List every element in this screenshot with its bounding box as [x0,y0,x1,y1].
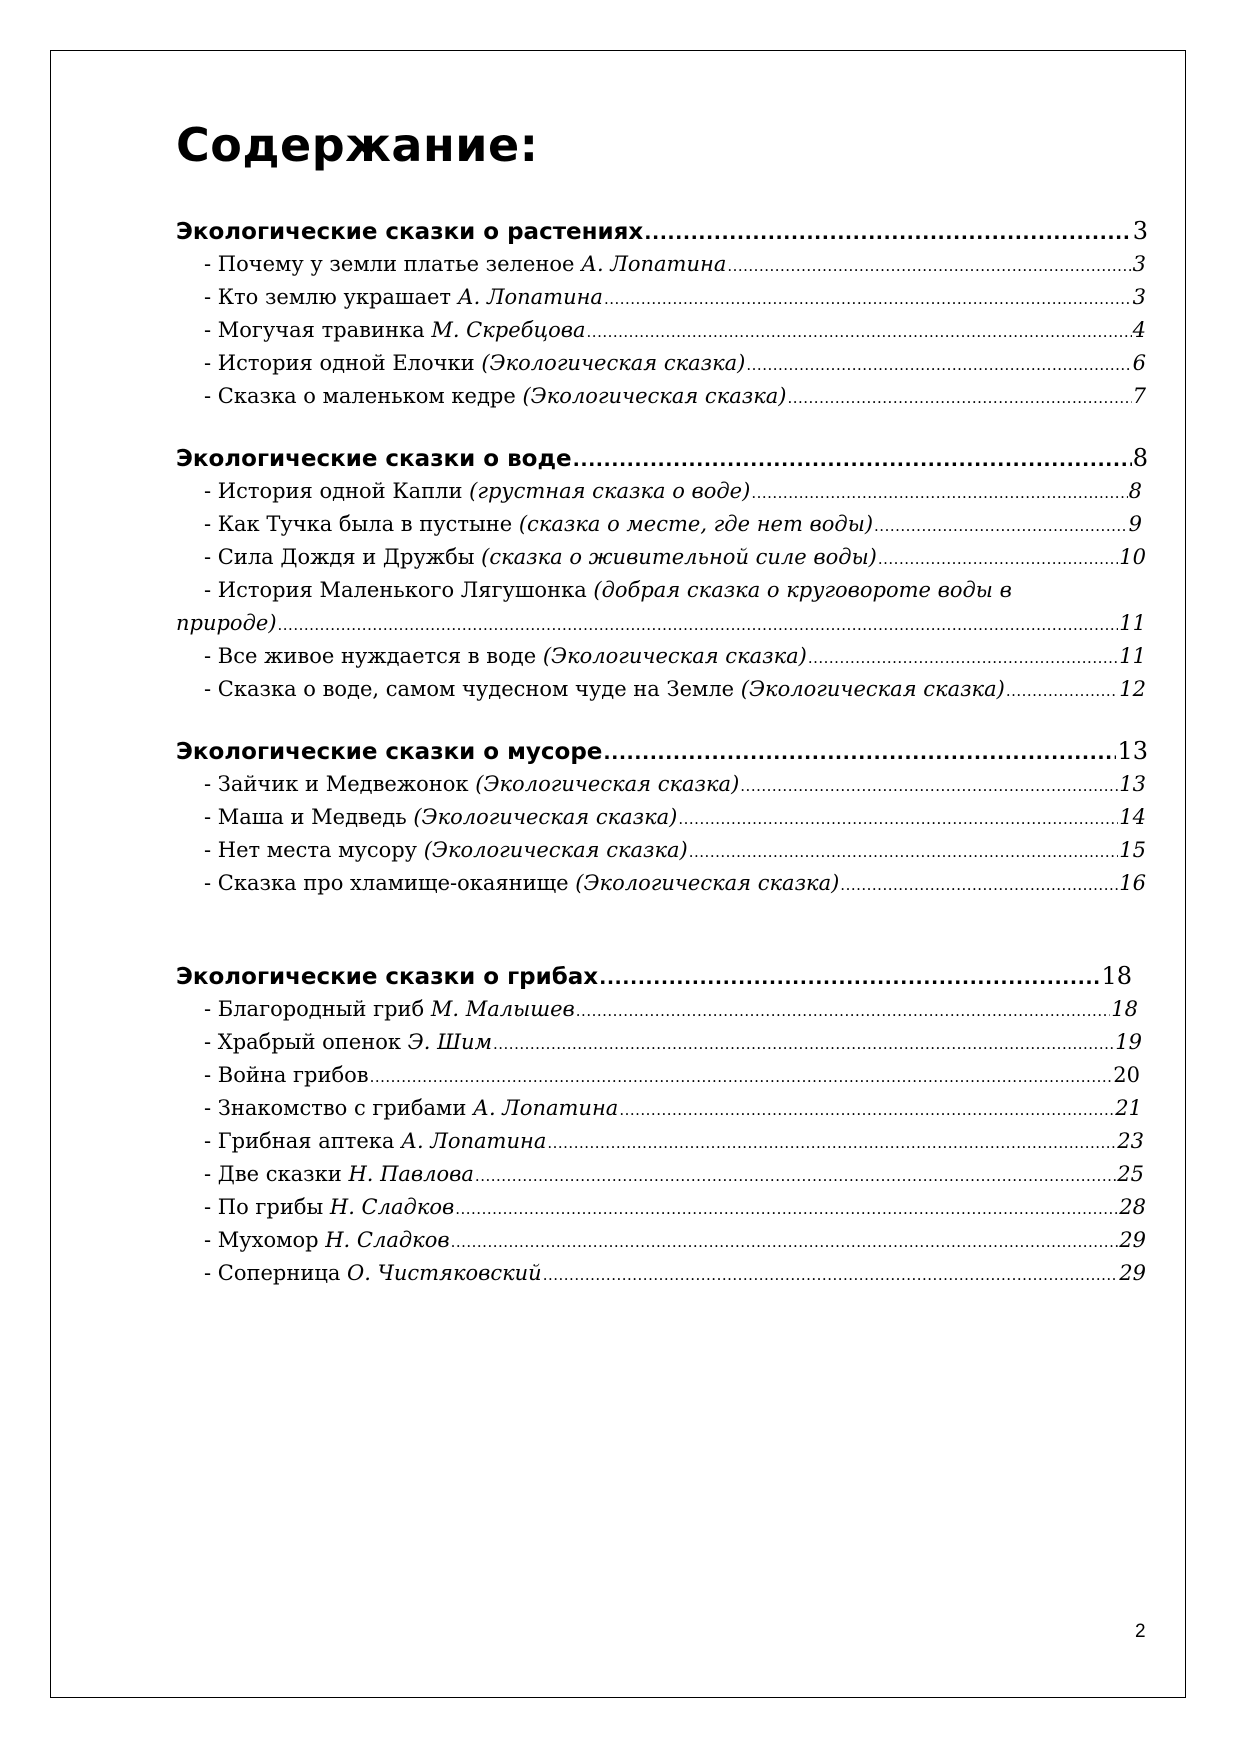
entry-page: 7 [1132,384,1146,408]
entry-page: 11 [1119,611,1146,635]
dot-leader [573,443,1132,476]
toc-entry[interactable] [176,768,1146,800]
dot-leader [751,475,1127,509]
section-title: Экологические сказки о мусоре [176,739,603,765]
entry-note: Н. Сладков [325,1228,450,1252]
entry-title: - История одной Капли [204,479,470,503]
entry-note: (Экологическая сказка) [481,351,746,375]
entry-note: О. Чистяковский [347,1261,542,1285]
entry-page: 14 [1119,805,1146,829]
toc-section-water[interactable] [176,442,1148,474]
entry-page: 3 [1132,285,1146,309]
toc-entry-continuation[interactable] [176,607,1146,639]
dot-leader [619,1092,1114,1126]
entry-note: А. Лопатина [457,285,603,309]
entry-page: 8 [1128,479,1142,503]
entry-title: - Кто землю украшает [204,285,458,309]
entry-title: - Сказка о маленьком кедре [204,384,523,408]
entry-title: - Благородный гриб [204,997,431,1021]
entry-page: 29 [1119,1261,1146,1285]
entry-page: 21 [1115,1096,1142,1120]
toc-entry[interactable] [176,1059,1140,1091]
entry-note: М. Скребцова [431,318,586,342]
entry-page: 23 [1117,1129,1144,1153]
entry-page: 3 [1132,252,1146,276]
dot-leader [370,1059,1113,1093]
toc-entry[interactable] [176,801,1146,833]
dot-leader [587,314,1132,348]
dot-leader [808,640,1118,674]
section-page: 18 [1101,962,1132,990]
entry-title: - Сказка про хламище-окаянище [204,871,576,895]
dot-leader [455,1191,1118,1225]
dot-leader [787,380,1131,414]
toc-entry[interactable] [176,1092,1142,1124]
dot-leader [878,541,1118,575]
entry-title: - Грибная аптека [204,1129,402,1153]
toc-entry[interactable] [176,867,1146,899]
toc-section-plants[interactable] [176,215,1148,247]
entry-title: - Сила Дождя и Дружбы [204,545,482,569]
toc-entry[interactable] [176,475,1142,507]
dot-leader [689,834,1119,868]
section-page: 3 [1132,217,1148,245]
dot-leader [644,216,1131,249]
toc-entry[interactable] [176,1191,1146,1223]
entry-page: 16 [1119,871,1146,895]
dot-leader [727,248,1131,282]
toc-entry[interactable] [176,347,1146,379]
entry-title: - Как Тучка была в пустыне [204,512,519,536]
entry-title: - Все живое нуждается в воде [204,644,543,668]
toc-entry[interactable] [176,1224,1146,1256]
dot-leader [547,1125,1116,1159]
entry-page: 20 [1113,1063,1140,1087]
entry-note: А. Лопатина [401,1129,547,1153]
entry-note: (грустная сказка о воде) [469,479,751,503]
entry-note: А. Лопатина [473,1096,619,1120]
toc-entry[interactable] [176,380,1146,412]
entry-page: 28 [1119,1195,1146,1219]
entry-page: 19 [1115,1030,1142,1054]
entry-note: природе) [176,611,277,635]
toc-entry[interactable] [176,574,1146,606]
entry-note: (сказка о живительной силе воды) [481,545,877,569]
dot-leader [678,801,1118,835]
section-title: Экологические сказки о грибах [176,964,599,990]
section-title: Экологические сказки о растениях [176,219,644,245]
page-title: Содержание: [176,118,539,172]
dot-leader [740,768,1118,802]
entry-page: 18 [1111,997,1138,1021]
entry-title: - История Маленького Лягушонка [204,578,594,602]
dot-leader [599,961,1100,994]
entry-title: - Храбрый опенок [204,1030,408,1054]
entry-note: (Экологическая сказка) [413,805,678,829]
entry-page: 10 [1119,545,1146,569]
dot-leader [475,1158,1116,1192]
dot-leader [874,508,1128,542]
entry-note: (сказка о месте, где нет воды) [518,512,874,536]
section-page: 13 [1117,737,1148,765]
toc-entry[interactable] [176,640,1146,672]
section-title: Экологические сказки о воде [176,446,572,472]
entry-title: - Знакомство с грибами [204,1096,474,1120]
dot-leader [1006,673,1118,707]
entry-note: (Экологическая сказка) [575,871,840,895]
entry-title: - Зайчик и Медвежонок [204,772,476,796]
entry-note: (Экологическая сказка) [522,384,787,408]
entry-page: 11 [1119,644,1146,668]
entry-page: 4 [1132,318,1146,342]
entry-note: (Экологическая сказка) [475,772,740,796]
dot-leader [604,281,1132,315]
entry-note: (Экологическая сказка) [740,677,1005,701]
entry-title: - Две сказки [204,1162,349,1186]
entry-title: - Соперница [204,1261,348,1285]
dot-leader [493,1026,1114,1060]
dot-leader [451,1224,1119,1258]
dot-leader [603,736,1116,769]
page-number: 2 [1135,1621,1146,1642]
toc-entry[interactable] [176,1257,1146,1289]
entry-title: - Почему у земли платье зеленое [204,252,582,276]
toc-entry[interactable] [176,673,1146,705]
entry-note: М. Малышев [430,997,575,1021]
entry-title: - История одной Елочки [204,351,482,375]
entry-title: - Мухомор [204,1228,326,1252]
entry-note: (Экологическая сказка) [542,644,807,668]
toc-entry[interactable] [176,1026,1142,1058]
toc-entry[interactable] [176,1125,1144,1157]
toc-entry[interactable] [176,248,1146,280]
toc-entry[interactable] [176,508,1142,540]
toc-entry[interactable] [176,314,1146,346]
entry-page: 6 [1132,351,1146,375]
entry-note: (Экологическая сказка) [423,838,688,862]
dot-leader [746,347,1131,381]
dot-leader [543,1257,1119,1291]
dot-leader [576,993,1110,1027]
toc-entry[interactable] [176,541,1146,573]
toc-section-trash[interactable] [176,735,1148,767]
toc-entry[interactable] [176,281,1146,313]
entry-title: - Сказка о воде, самом чудесном чуде на Земле [204,677,741,701]
dot-leader [278,607,1119,641]
entry-title: - Маша и Медведь [204,805,414,829]
entry-page: 29 [1119,1228,1146,1252]
entry-page: 12 [1119,677,1146,701]
dot-leader [840,867,1118,901]
toc-entry[interactable] [176,1158,1144,1190]
entry-title: - Могучая травинка [204,318,432,342]
entry-title: - По грибы [204,1195,330,1219]
entry-note: А. Лопатина [581,252,727,276]
toc-section-mushrooms[interactable] [176,960,1132,992]
entry-title: - Война грибов [204,1063,369,1087]
toc-entry[interactable] [176,834,1146,866]
section-page: 8 [1132,444,1148,472]
entry-page: 25 [1117,1162,1144,1186]
entry-page: 9 [1128,512,1142,536]
entry-page: 13 [1119,772,1146,796]
entry-page: 15 [1119,838,1146,862]
entry-note: Н. Сладков [329,1195,455,1219]
entry-note: Н. Павлова [348,1162,474,1186]
toc-entry[interactable] [176,993,1138,1025]
entry-note: Э. Шим [407,1030,492,1054]
entry-note: (добрая сказка о круговороте воды в [593,578,1012,602]
entry-title: - Нет места мусору [204,838,424,862]
